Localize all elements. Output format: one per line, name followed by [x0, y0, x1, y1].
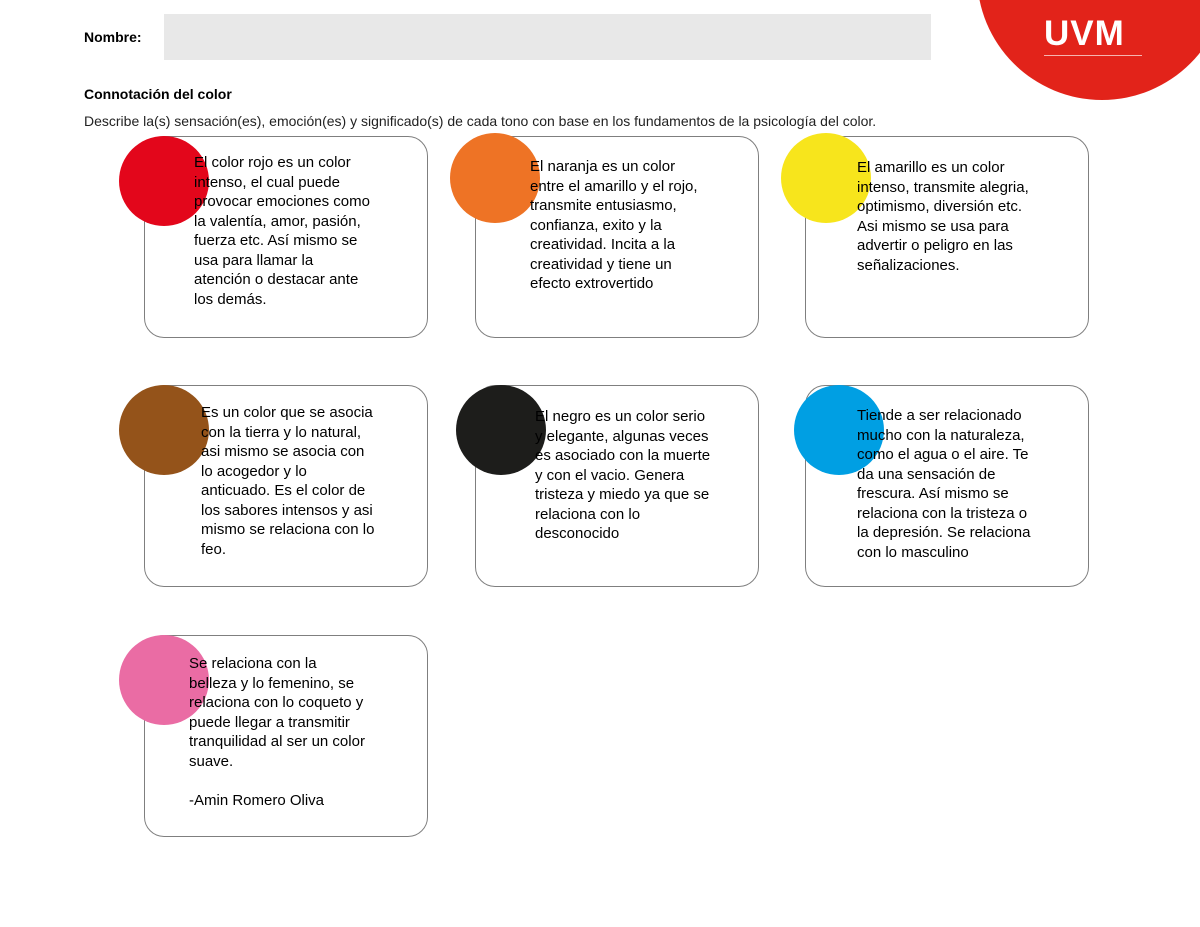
- color-swatch-cafe: [119, 385, 209, 475]
- nombre-field[interactable]: [164, 14, 931, 60]
- section-title: Connotación del color: [84, 86, 232, 102]
- instructions-text: Describe la(s) sensación(es), emoción(es) y significado(s) de cada tono con base en los fundamentos de la psicología del color.: [84, 113, 877, 129]
- nombre-label: Nombre:: [84, 29, 142, 45]
- card-text-rosa: Se relaciona con la belleza y lo femenino, se relaciona con lo coqueto y puede llegar a transmitir tranquilidad al ser un color suave. -Amin Romero Oliva: [189, 655, 365, 809]
- card-text-negro: El negro es un color serio y elegante, algunas veces es asociado con la muerte y con el vacio. Genera tristeza y miedo ya que se relaciona con lo desconocido: [535, 408, 711, 542]
- color-swatch-negro: [456, 385, 546, 475]
- card-text-amarillo: El amarillo es un color intenso, transmite alegria, optimismo, diversión etc. Asi mismo se usa para advertir o peligro en las señalizaciones.: [857, 159, 1029, 274]
- card-text-rojo: El color rojo es un color intenso, el cual puede provocar emociones como la valentía, amor, pasión, fuerza etc. Así mismo se usa para llamar la atención o destacar ante los demás.: [194, 154, 370, 308]
- uvm-logo-text: UVM: [1044, 14, 1125, 53]
- uvm-logo-underline: [1044, 55, 1142, 56]
- color-swatch-naranja: [450, 133, 540, 223]
- card-text-azul: Tiende a ser relacionado mucho con la naturaleza, como el agua o el aire. Te da una sensación de frescura. Así mismo se relaciona con la tristeza o la depresión. Se relaciona con lo masculino: [857, 407, 1031, 561]
- card-text-cafe: Es un color que se asocia con la tierra y lo natural, asi mismo se asocia con lo acogedor y lo anticuado. Es el color de los sabores intensos y asi mismo se relaciona con lo feo.: [201, 404, 375, 558]
- card-text-naranja: El naranja es un color entre el amarillo y el rojo, transmite entusiasmo, confianza, exito y la creatividad. Incita a la creatividad y tiene un efecto extrovertido: [530, 158, 698, 292]
